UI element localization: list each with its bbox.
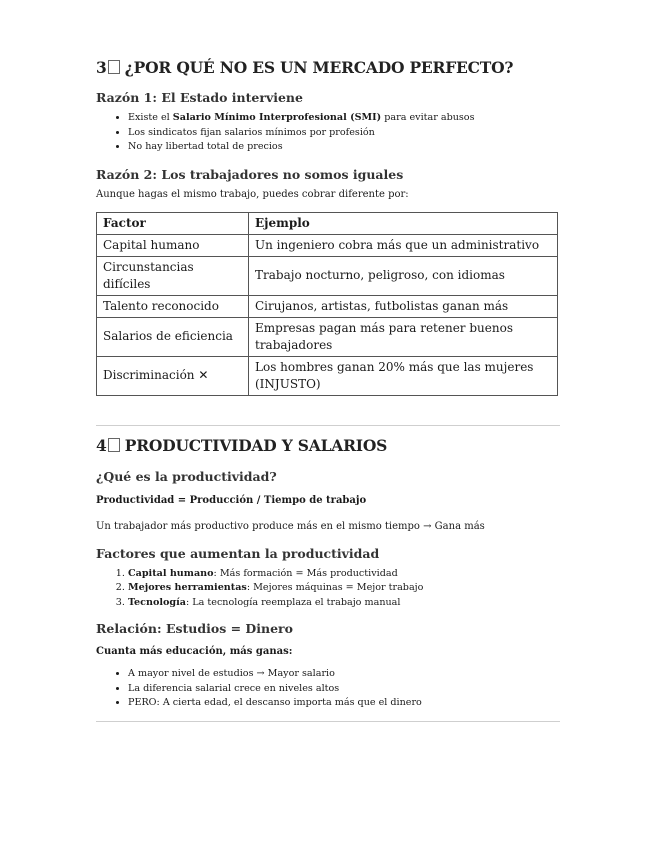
heading-number: 4 <box>96 435 107 455</box>
productivity-formula: Productividad = Producción / Tiempo de trabajo <box>96 494 367 506</box>
section3-heading <box>96 58 560 77</box>
list-item-bold: Capital humano <box>128 567 214 579</box>
factors-table <box>96 212 558 396</box>
keycap-emoji-icon <box>108 438 120 452</box>
list-item-bold: Salario Mínimo Interprofesional (SMI) <box>172 112 382 123</box>
list-item <box>128 567 560 582</box>
table-cell: Trabajo nocturno, peligroso, con idiomas <box>249 256 558 295</box>
table-row <box>97 234 558 256</box>
table-cell: Los hombres ganan 20% más que las mujeres (INJUSTO) <box>249 356 558 395</box>
reason2-intro: Aunque hagas el mismo trabajo, puedes cobrar diferente por: <box>96 188 409 200</box>
table-cell: Empresas pagan más para retener buenos trabajadores <box>249 317 558 356</box>
list-item <box>128 111 560 126</box>
heading-text: PRODUCTIVIDAD Y SALARIOS <box>124 435 388 455</box>
table-cell: Talento reconocido <box>97 295 249 317</box>
section-divider <box>96 425 560 426</box>
list-item: • A mayor nivel de estudios → Mayor salario <box>128 667 560 682</box>
table-row <box>97 356 558 395</box>
list-item-text: : La tecnología reemplaza el trabajo manual <box>185 596 401 608</box>
list-item: • No hay libertad total de precios <box>128 140 560 155</box>
reason1-list <box>96 111 560 155</box>
list-item: • La diferencia salarial crece en niveles altos <box>128 682 560 697</box>
table-cell: Salarios de eficiencia <box>97 317 249 356</box>
table-cell: Discriminación ✕ <box>97 356 249 395</box>
list-item: • PERO: A cierta edad, el descanso importa más que el dinero <box>128 696 560 711</box>
list-item-bold: Mejores herramientas <box>128 582 247 593</box>
productivity-statement: Un trabajador más productivo produce más en el mismo tiempo → Gana más <box>96 520 485 532</box>
table-cell: Circunstancias difíciles <box>97 256 249 295</box>
table-row <box>97 256 558 295</box>
table-header: Factor <box>97 212 249 234</box>
reason2-title: Razón 2: Los trabajadores no somos iguales <box>96 166 404 182</box>
factors-title: Factores que aumentan la productividad <box>96 545 380 561</box>
list-item-bold: Tecnología <box>128 596 186 608</box>
section-divider <box>96 721 560 722</box>
table-header: Ejemplo <box>249 212 558 234</box>
list-item-text: Existe el <box>128 112 173 123</box>
list-item <box>128 581 560 596</box>
productivity-question: ¿Qué es la productividad? <box>96 468 277 484</box>
table-cell: Cirujanos, artistas, futbolistas ganan más <box>249 295 558 317</box>
list-item-text: para evitar abusos <box>381 112 475 123</box>
table-row <box>97 317 558 356</box>
heading-text: ¿POR QUÉ NO ES UN MERCADO PERFECTO? <box>124 58 514 77</box>
heading-number: 3 <box>96 58 107 77</box>
document-page <box>96 56 560 722</box>
list-item <box>128 596 560 611</box>
relation-lead: Cuanta más educación, más ganas: <box>96 646 293 657</box>
table-header-row <box>97 212 558 234</box>
list-item-text: : Más formación = Más productividad <box>213 567 398 579</box>
keycap-emoji-icon <box>108 60 120 74</box>
section4-heading <box>96 436 560 455</box>
list-item-text: : Mejores máquinas = Mejor trabajo <box>246 582 424 593</box>
relation-list <box>96 667 560 711</box>
table-row <box>97 295 558 317</box>
table-cell: Un ingeniero cobra más que un administrativo <box>249 234 558 256</box>
table-cell: Capital humano <box>97 234 249 256</box>
factors-list <box>96 567 560 611</box>
reason1-title: Razón 1: El Estado interviene <box>96 90 303 105</box>
relation-title: Relación: Estudios = Dinero <box>96 621 293 636</box>
list-item: • Los sindicatos fijan salarios mínimos por profesión <box>128 126 560 141</box>
